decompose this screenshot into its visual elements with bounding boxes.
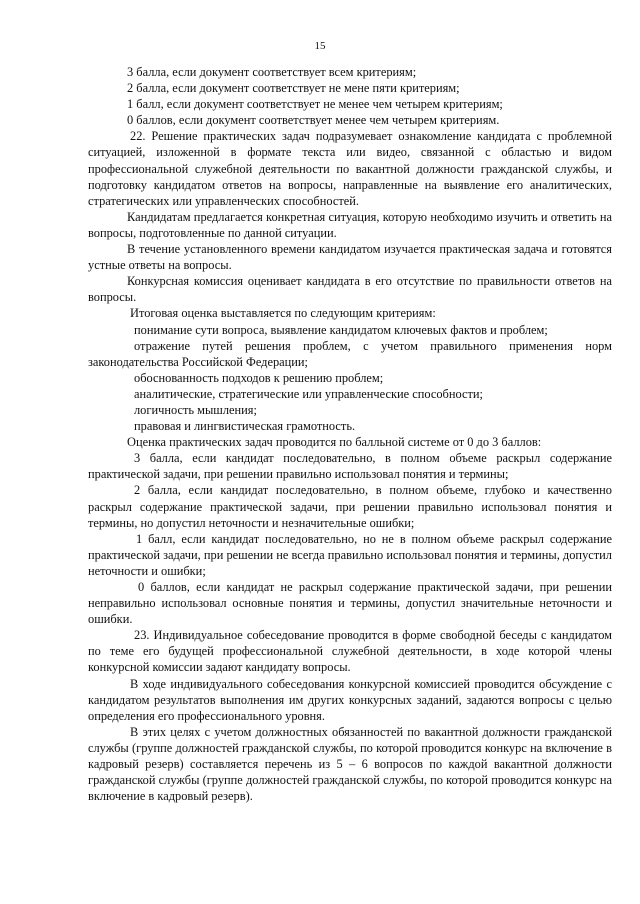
paragraph-item-23: 23. Индивидуальное собеседование проводится в форме свободной беседы с кандидатом по теме его будущей профессиональной служебной деятельности, в ходе которой члены конкурсной комиссии задают кандидату вопросы.: [88, 628, 612, 675]
paragraph-score-1-document: 1 балл, если документ соответствует не менее чем четырем критериям;: [127, 97, 503, 112]
criterion-logic: логичность мышления;: [134, 402, 257, 417]
paragraph-question-list: В этих целях с учетом должностных обязанностей по вакантной должности гражданской службы (группе должностей гражданской службы, по которой проводится конкурс на включение в кадровый резерв) составляется перечень из 5 – 6 вопросов по каждой вакантной должности гражданской службы (группе должностей гражданской службы, по которой проводится конкурс на включение в кадровый резерв).: [88, 724, 612, 804]
paragraph-item-22: 22. Решение практических задач подразумевает ознакомление кандидата с проблемной ситуацией, изложенной в формате текста или видео, связанной с областью и видом профессиональной служебной деятельности по вакантной должности гражданской службы, и подготовку кандидатом ответов на вопросы, направленные на выявление его аналитических, стратегических или управленческих способностей.: [88, 129, 612, 208]
criterion-abilities: аналитические, стратегические или управленческие способности;: [134, 386, 483, 401]
paragraph-scoring-system: Оценка практических задач проводится по балльной системе от 0 до 3 баллов:: [127, 435, 542, 450]
paragraph-score-3-document: 3 балла, если документ соответствует всем критериям;: [127, 65, 417, 79]
paragraph-situation: Кандидатам предлагается конкретная ситуация, которую необходимо изучить и ответить на вопросы, подготовленные по данной ситуации.: [88, 209, 612, 240]
paragraph-interview-discussion: В ходе индивидуального собеседования конкурсной комиссией проводится обсуждение с кандидатом результатов выполнения им других конкурсных заданий, задаются вопросы с целью определения его профессионального уровня.: [88, 676, 612, 723]
criterion-approaches: обоснованность подходов к решению проблем;: [134, 370, 384, 385]
paragraph-score-1-task: 1 балл, если кандидат последовательно, но не в полном объеме раскрыл содержание практической задачи, при решении не всегда правильно использовал понятия и термины, допустил неточности и ошибки;: [88, 531, 612, 578]
paragraph-score-2-task: 2 балла, если кандидат последовательно, в полном объеме, глубоко и качественно раскрыл содержание практической задачи, при решении правильно использовал понятия и термины, но допустил неточности и незначительные ошибки;: [88, 483, 612, 530]
paragraph-criteria-intro: Итоговая оценка выставляется по следующим критериям:: [130, 306, 436, 321]
paragraph-score-3-task: 3 балла, если кандидат последовательно, в полном объеме раскрыл содержание практической задачи, при решении правильно использовал понятия и термины;: [88, 451, 612, 482]
paragraph-score-2-document: 2 балла, если документ соответствует не мене пяти критериям;: [127, 81, 460, 96]
page-number: 15: [314, 40, 326, 52]
paragraph-score-0-document: 0 баллов, если документ соответствует менее чем четырем критериям.: [127, 113, 500, 128]
paragraph-time-limit: В течение установленного времени кандидатом изучается практическая задача и готовятся устные ответы на вопросы.: [88, 242, 612, 273]
document-body: [88, 64, 612, 804]
paragraph-commission-evaluates: Конкурсная комиссия оценивает кандидата в его отсутствие по правильности ответов на вопросы.: [88, 274, 612, 305]
criterion-solutions: отражение путей решения проблем, с учетом правильного применения норм законодательства Российской Федерации;: [88, 338, 612, 369]
criterion-understanding: понимание сути вопроса, выявление кандидатом ключевых фактов и проблем;: [134, 322, 548, 337]
paragraph-score-0-task: 0 баллов, если кандидат не раскрыл содержание практической задачи, при решении неправильно использовал основные понятия и термины, допустил значительные неточности и ошибки.: [88, 580, 612, 627]
criterion-literacy: правовая и лингвистическая грамотность.: [134, 419, 356, 434]
